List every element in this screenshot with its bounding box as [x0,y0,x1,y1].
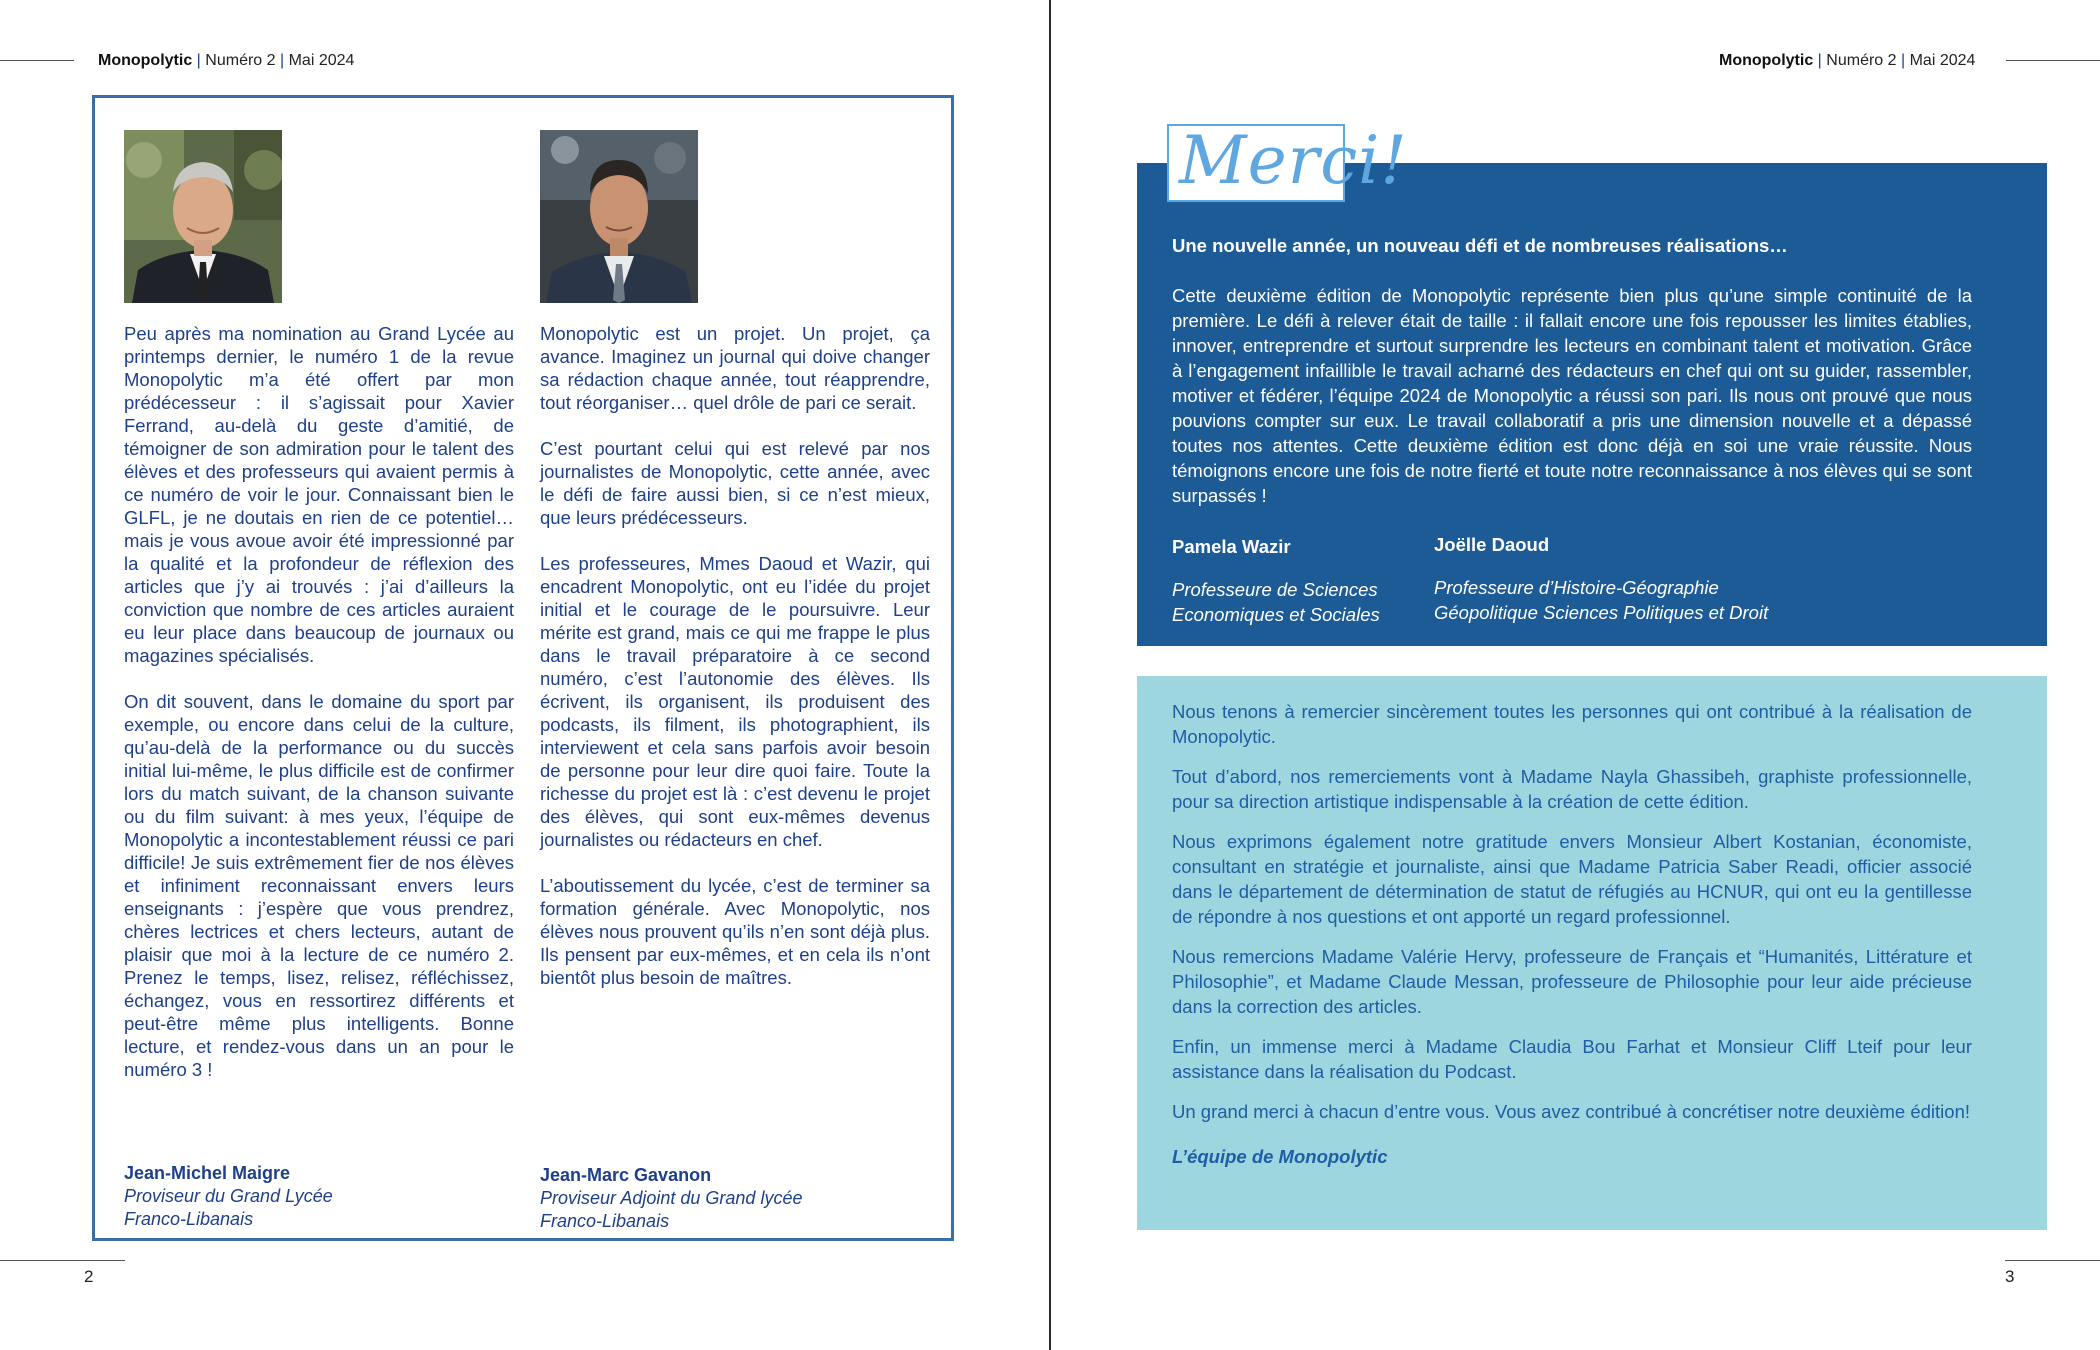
paragraph: L’aboutissement du lycée, c’est de terminer sa formation générale. Avec Monopolytic, nos élèves nous prouvent qu’ils n’en sont déjà plus. Ils pensent par eux-mêmes, et en cela ils n’ont bientôt plus besoin de maîtres. [540,875,930,988]
header-rule [0,60,74,61]
thanks-paragraph: Enfin, un immense merci à Madame Claudia Bou Farhat et Monsieur Cliff Lteif pour leur assistance dans la réalisation du Podcast. [1172,1036,1972,1082]
thanks-paragraph: Nous tenons à remercier sincèrement toutes les personnes qui ont contribué à la réalisation de Monopolytic. [1172,701,1972,747]
issue-date: Mai 2024 [288,52,355,69]
merci-title: Merci! [1179,122,1408,199]
merci-content [1172,235,1972,508]
paragraph: Monopolytic est un projet. Un projet, ça avance. Imaginez un journal qui doive changer sa rédaction chaque année, tout réapprendre, tout réorganiser… quel drôle de pari ce serait. [540,323,930,413]
signature-role: Proviseur Adjoint du Grand lycée [540,1188,803,1208]
right-page [1050,0,2100,1350]
separator: | [279,52,285,69]
issue-date: Mai 2024 [1909,52,1976,69]
merci-title-tag [1167,122,1408,202]
separator: | [1900,52,1906,69]
paragraph: On dit souvent, dans le domaine du sport par exemple, ou encore dans celui de la culture, qu’au-delà de la performance ou du succès initial lui-même, le plus difficile est de confirmer lors du match suivant, de la chanson suivante ou du film suivant: à mes yeux, l’équipe de Monopolytic a incontestablement réussi ce pari difficile! Je suis extrêmement fier de nos élèves et infiniment reconnaissant envers leurs enseignants : j’espère que vous prendrez, chères lectrices et chers lecteurs, autant de plaisir que moi à la lecture de ce numéro 2. Prenez le temps, lisez, relisez, réfléchissez, échangez, vous en ressortirez différents et peut-être même plus intelligents. Bonne lecture, et rendez-vous dans un an pour le numéro 3 ! [124,691,514,1080]
page-number: 2 [84,1267,94,1286]
signature-role: Economiques et Sociales [1172,604,1380,625]
brand-name: Monopolytic [1719,52,1814,69]
portrait-jean-marc [540,130,698,303]
signature-name: Jean-Michel Maigre [124,1163,291,1183]
signature-role: Franco-Libanais [124,1209,254,1229]
separator: | [196,52,201,69]
signature-block [1172,535,1432,627]
paragraph: Les professeures, Mmes Daoud et Wazir, qui encadrent Monopolytic, ont eu l’idée du projet initial et le courage de le poursuivre. Leur mérite est grand, mais ce qui me frappe le plus dans le travail préparatoire à ce second numéro, c’est l’autonomie des élèves. Ils écrivent, ils organisent, ils produisent des podcasts, ils filment, ils photographient, ils interviewent et cela sans parfois avoir besoin de personne pour leur dire quoi faire. Toute la richesse du projet est là : c’est devenu le projet des élèves, qui sont eux-mêmes devenus journalistes ou rédacteurs en chef. [540,553,930,850]
brand-name: Monopolytic [98,52,193,69]
signature-name: Joëlle Daoud [1434,534,1550,555]
signature-role: Professeure de Sciences [1172,579,1378,600]
issue-number: Numéro 2 [205,52,276,69]
thanks-paragraph: Nous remercions Madame Valérie Hervy, professeure de Français et “Humanités, Littérature et Philosophie”, et Madame Claude Messan, professeure de Philosophie pour leur aide précieuse dans la correction des articles. [1172,946,1972,1017]
signature-role: Professeure d’Histoire-Géographie [1434,577,1719,598]
editorial-text-2 [540,322,930,1012]
portrait-photo [540,130,698,303]
editorial-text-1 [124,322,514,1104]
signature-block [124,1162,333,1231]
thanks-signature: L’équipe de Monopolytic [1172,1146,1388,1167]
signature-role: Proviseur du Grand Lycée [124,1186,333,1206]
thanks-content [1172,699,1972,1184]
footer-rule [2005,1260,2100,1261]
signature-name: Jean-Marc Gavanon [540,1165,712,1185]
signature-block [540,1164,802,1233]
portrait-photo [124,130,282,303]
paragraph: Peu après ma nomination au Grand Lycée au printemps dernier, le numéro 1 de la revue Monopolytic m’a été offert par mon prédécesseur : il s’agissait pour Xavier Ferrand, au-delà du geste d’amitié, de témoigner de son admiration pour le talent des élèves et des professeurs qui avaient permis à ce numéro de voir le jour. Connaissant bien le GLFL, je ne doutais en rien de ce potentiel…mais je vous avoue avoir été impressionné par la qualité et la profondeur de réflexion des articles que j’y ai trouvés : j’ai d’ailleurs la conviction que nombre de ces articles auraient eu leur place dans beaucoup de journaux ou magazines spécialisés. [124,323,514,666]
signature-role: Franco-Libanais [540,1211,670,1231]
paragraph: C’est pourtant celui qui est relevé par nos journalistes de Monopolytic, cette année, avec le défi de faire aussi bien, si ce n’est mieux, que leurs prédécesseurs. [540,438,930,528]
thanks-paragraph: Nous exprimons également notre gratitude envers Monsieur Albert Kostanian, économiste, consultant en stratégie et journaliste, ainsi que Madame Patricia Saber Readi, officier associé dans le département de détermination de statut de réfugiés au HCNUR, qui ont eu la gentillesse de répondre à nos questions et ont apporté un regard professionnel. [1172,831,1972,927]
signature-name: Pamela Wazir [1172,536,1291,557]
header-rule [2006,60,2100,61]
merci-panel [1137,163,2047,646]
separator: | [1817,52,1822,69]
signature-role: Géopolitique Sciences Politiques et Droit [1434,602,1769,623]
running-head [98,52,354,70]
portrait-jean-michel [124,130,282,303]
page-number: 3 [2005,1267,2015,1286]
footer-rule [0,1260,125,1261]
editorial-frame [92,95,954,1241]
merci-lead: Une nouvelle année, un nouveau défi et de nombreuses réalisations… [1172,235,1788,256]
signature-block [1434,533,1769,625]
thanks-paragraph: Un grand merci à chacun d’entre vous. Vous avez contribué à concrétiser notre deuxième édition! [1172,1101,1971,1122]
merci-body: Cette deuxième édition de Monopolytic représente bien plus qu’une simple continuité de la première. Le défi à relever était de taille : il fallait encore une fois repousser les limites établies, innover, entreprendre et surtout surprendre les lecteurs en combinant talent et motivation. Grâce à l’engagement infaillible le travail acharné des rédacteurs en chef qui ont su guider, rassembler, motiver et fédérer, l’équipe 2024 de Monopolytic a réussi son pari. Ils nous ont prouvé que nous pouvions compter sur eux. Le travail collaboratif a pris une dimension nouvelle et a dépassé toutes nos attentes. Cette deuxième édition est donc déjà en soi une vraie réussite. Nous témoignons encore une fois de notre fierté et toute notre reconnaissance à nos élèves qui se sont surpassés ! [1172,285,1972,506]
thanks-paragraph: Tout d’abord, nos remerciements vont à Madame Nayla Ghassibeh, graphiste professionnelle, pour sa direction artistique indispensable à la création de cette édition. [1172,766,1972,812]
thanks-panel [1137,676,2047,1230]
running-head [1719,52,1975,70]
issue-number: Numéro 2 [1826,52,1897,69]
